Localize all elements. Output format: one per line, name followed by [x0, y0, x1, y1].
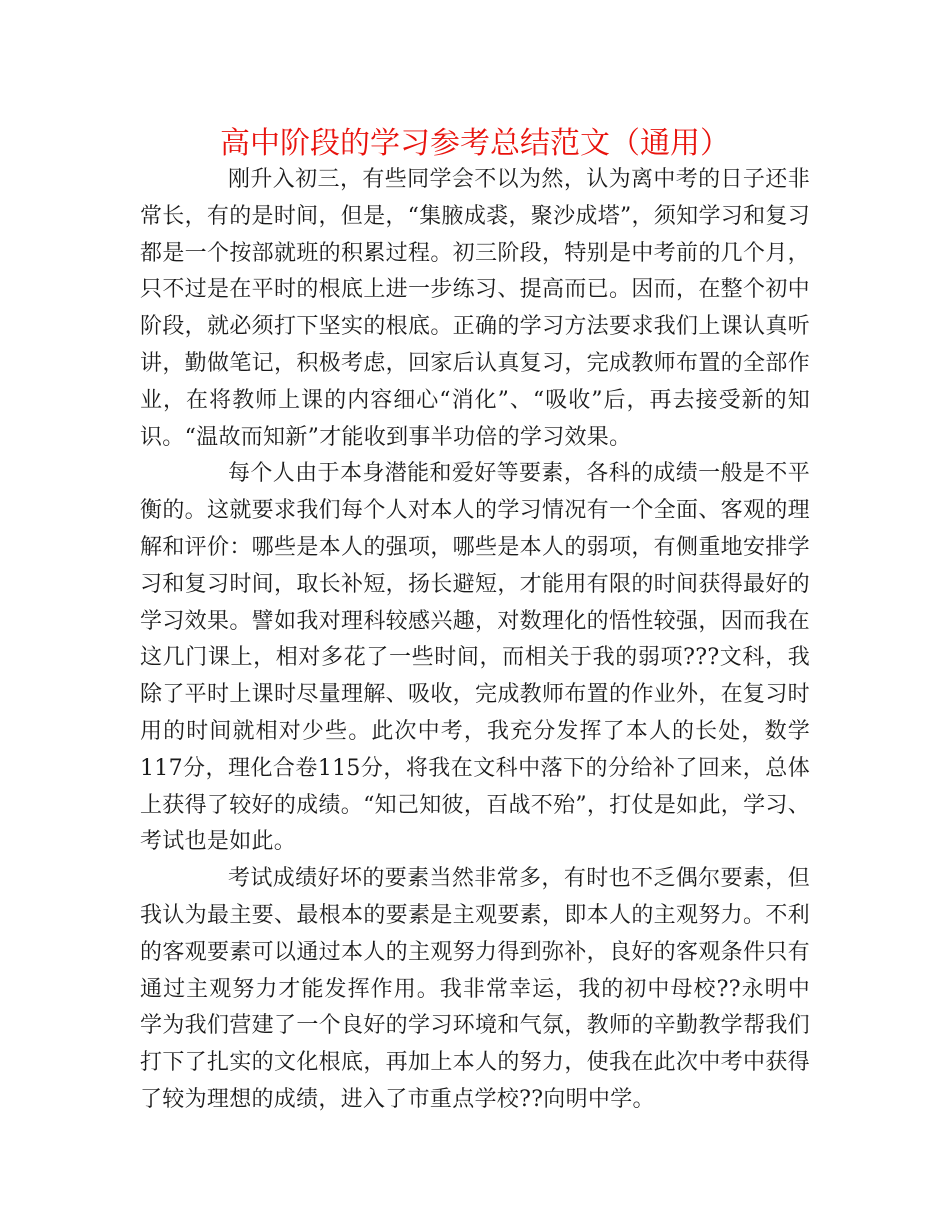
document-body	[140, 162, 810, 1119]
paragraph-1: 刚升入初三，有些同学会不以为然，认为离中考的日子还非常长，有的是时间，但是，“集腋成裘，聚沙成塔”，须知学习和复习都是一个按部就班的积累过程。初三阶段，特别是中考前的几个月，只不过是在平时的根底上进一步练习、提高而已。因而，在整个初中阶段，就必须打下坚实的根底。正确的学习方法要求我们上课认真听讲，勤做笔记，积极考虑，回家后认真复习，完成教师布置的全部作业，在将教师上课的内容细心“消化”、“吸收”后，再去接受新的知识。“温故而知新”才能收到事半功倍的学习效果。	[140, 167, 810, 450]
document-title: 高中阶段的学习参考总结范文（通用）	[220, 126, 730, 161]
paragraph-3: 考试成绩好坏的要素当然非常多，有时也不乏偶尔要素，但我认为最主要、最根本的要素是主观要素，即本人的主观努力。不利的客观要素可以通过本人的主观努力得到弥补，良好的客观条件只有通过主观努力才能发挥作用。我非常幸运，我的初中母校??永明中学为我们营建了一个良好的学习环境和气氛，教师的辛勤教学帮我们打下了扎实的文化根底，再加上本人的努力，使我在此次中考中获得了较为理想的成绩，进入了市重点学校??向明中学。	[140, 866, 810, 1112]
paragraph-2: 每个人由于本身潜能和爱好等要素，各科的成绩一般是不平衡的。这就要求我们每个人对本人的学习情况有一个全面、客观的理解和评价：哪些是本人的强项，哪些是本人的弱项，有侧重地安排学习和复习时间，取长补短，扬长避短，才能用有限的时间获得最好的学习效果。譬如我对理科较感兴趣，对数理化的悟性较强，因而我在这几门课上，相对多花了一些时间，而相关于我的弱项???文科，我除了平时上课时尽量理解、吸收，完成教师布置的作业外，在复习时用的时间就相对少些。此次中考，我充分发挥了本人的长处，数学117分，理化合卷115分，将我在文科中落下的分给补了回来，总体上获得了较好的成绩。“知己知彼，百战不殆”，打仗是如此，学习、考试也是如此。	[140, 461, 810, 855]
